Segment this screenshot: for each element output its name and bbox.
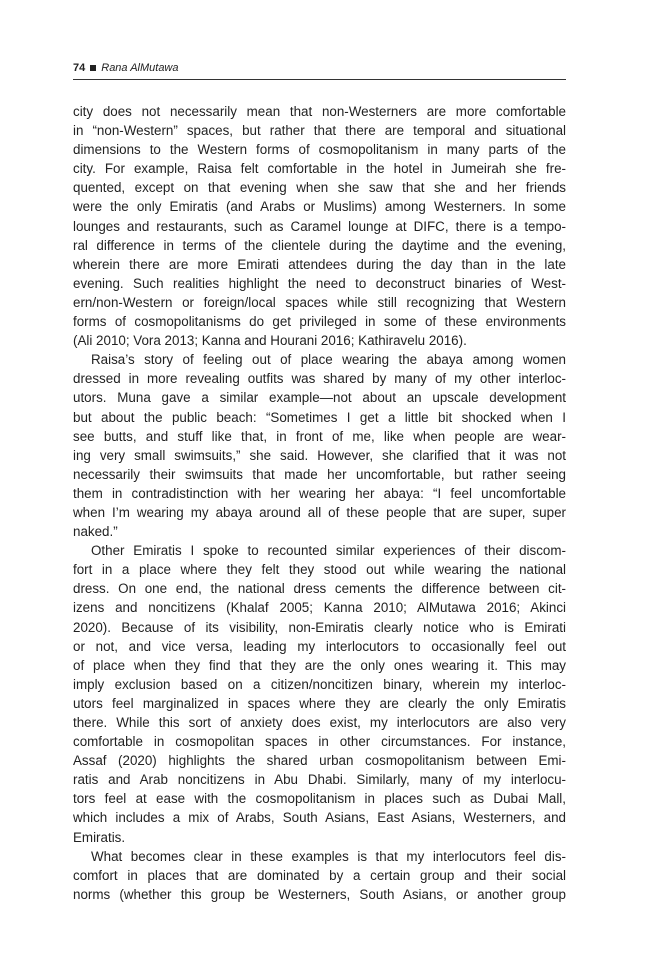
- text-line: there. While this sort of anxiety does exist, my interlocutors are also very: [73, 715, 566, 730]
- text-line: ing very small swimsuits,” she said. However, she clarified that it was not: [73, 447, 566, 463]
- header-rule: [73, 79, 566, 80]
- text-line: 2020). Because of its visibility, non-Emiratis clearly notice who is Emirati: [73, 619, 566, 635]
- text-line: comfortable in cosmopolitan spaces in other circumstances. For instance,: [73, 734, 566, 750]
- page-number: 74: [73, 62, 86, 74]
- body-text: [73, 102, 566, 904]
- text-line: tors feel at ease with the cosmopolitanism in places such as Dubai Mall,: [73, 791, 566, 807]
- text-line: see butts, and stuff like that, in front of me, like when people are wear-: [73, 428, 566, 444]
- text-line: Assaf (2020) highlights the shared urban cosmopolitanism between Emi-: [73, 753, 566, 769]
- text-line: dress. On one end, the national dress cements the difference between cit-: [73, 581, 566, 597]
- text-line: which includes a mix of Arabs, South Asians, East Asians, Westerners, and: [73, 810, 566, 826]
- text-line: dimensions to the Western forms of cosmopolitanism in many parts of the: [73, 142, 566, 158]
- text-line: naked.”: [73, 524, 118, 540]
- text-line: city does not necessarily mean that non-Westerners are more comfortable: [73, 104, 566, 119]
- text-line: or not, and vice versa, leading my interlocutors to occasionally feel out: [73, 638, 566, 654]
- text-line: dressed in more revealing outfits was shared by many of my other interloc-: [73, 371, 566, 387]
- running-head: [73, 61, 179, 75]
- text-line: Other Emiratis I spoke to recounted similar experiences of their discom-: [91, 543, 566, 559]
- text-line: them in contradistinction with her wearing her abaya: “I feel uncomfortable: [73, 485, 566, 501]
- text-line: but about the public beach: “Sometimes I get a little bit shocked when I: [73, 409, 566, 425]
- text-line: in “non-Western” spaces, but rather that there are temporal and situational: [73, 123, 566, 139]
- text-line: utors feel marginalized in spaces where they are clearly the only Emiratis: [73, 695, 566, 711]
- text-line: comfort in places that are dominated by a certain group and their social: [73, 867, 566, 883]
- text-line: Emiratis.: [73, 829, 126, 845]
- text-line: quented, except on that evening when she saw that she and her friends: [73, 180, 566, 196]
- text-line: lounges and restaurants, such as Caramel lounge at DIFC, there is a tempo-: [73, 218, 566, 234]
- square-bullet-icon: [90, 65, 96, 71]
- text-line: city. For example, Raisa felt comfortable in the hotel in Jumeirah she fre-: [73, 161, 566, 177]
- text-line: (Ali 2010; Vora 2013; Kanna and Hourani 2016; Kathiravelu 2016).: [73, 333, 467, 349]
- text-line: What becomes clear in these examples is that my interlocutors feel dis-: [91, 848, 566, 864]
- text-line: wherein there are more Emirati attendees during the day than in the late: [73, 256, 566, 272]
- text-line: fort in a place where they felt they stood out while wearing the national: [73, 562, 566, 578]
- text-line: necessarily their swimsuits that made her uncomfortable, but rather seeing: [73, 466, 566, 482]
- text-line: ratis and Arab noncitizens in Abu Dhabi. Similarly, many of my interlocu-: [73, 772, 566, 788]
- text-line: ral difference in terms of the clientele during the daytime and the evening,: [73, 237, 566, 253]
- text-line: utors. Muna gave a similar example—not about an upscale development: [73, 390, 566, 406]
- text-line: izens and noncitizens (Khalaf 2005; Kanna 2010; AlMutawa 2016; Akinci: [73, 600, 566, 616]
- text-line: ern/non-Western or foreign/local spaces while still recognizing that Western: [73, 294, 566, 310]
- author-name: Rana AlMutawa: [101, 62, 179, 74]
- text-line: norms (whether this group be Westerners, South Asians, or another group: [73, 886, 566, 902]
- text-line: when I’m wearing my abaya around all of these people that are super, super: [73, 504, 566, 520]
- text-line: evening. Such realities highlight the need to deconstruct binaries of West-: [73, 275, 566, 291]
- text-line: forms of cosmopolitanisms do get privileged in some of these environments: [73, 314, 566, 330]
- text-line: of place when they find that they are the only ones wearing it. This may: [73, 657, 566, 673]
- text-line: Raisa’s story of feeling out of place wearing the abaya among women: [91, 352, 566, 368]
- text-line: were the only Emiratis (and Arabs or Muslims) among Westerners. In some: [73, 199, 566, 215]
- text-line: imply exclusion based on a citizen/noncitizen binary, wherein my interloc-: [73, 676, 566, 692]
